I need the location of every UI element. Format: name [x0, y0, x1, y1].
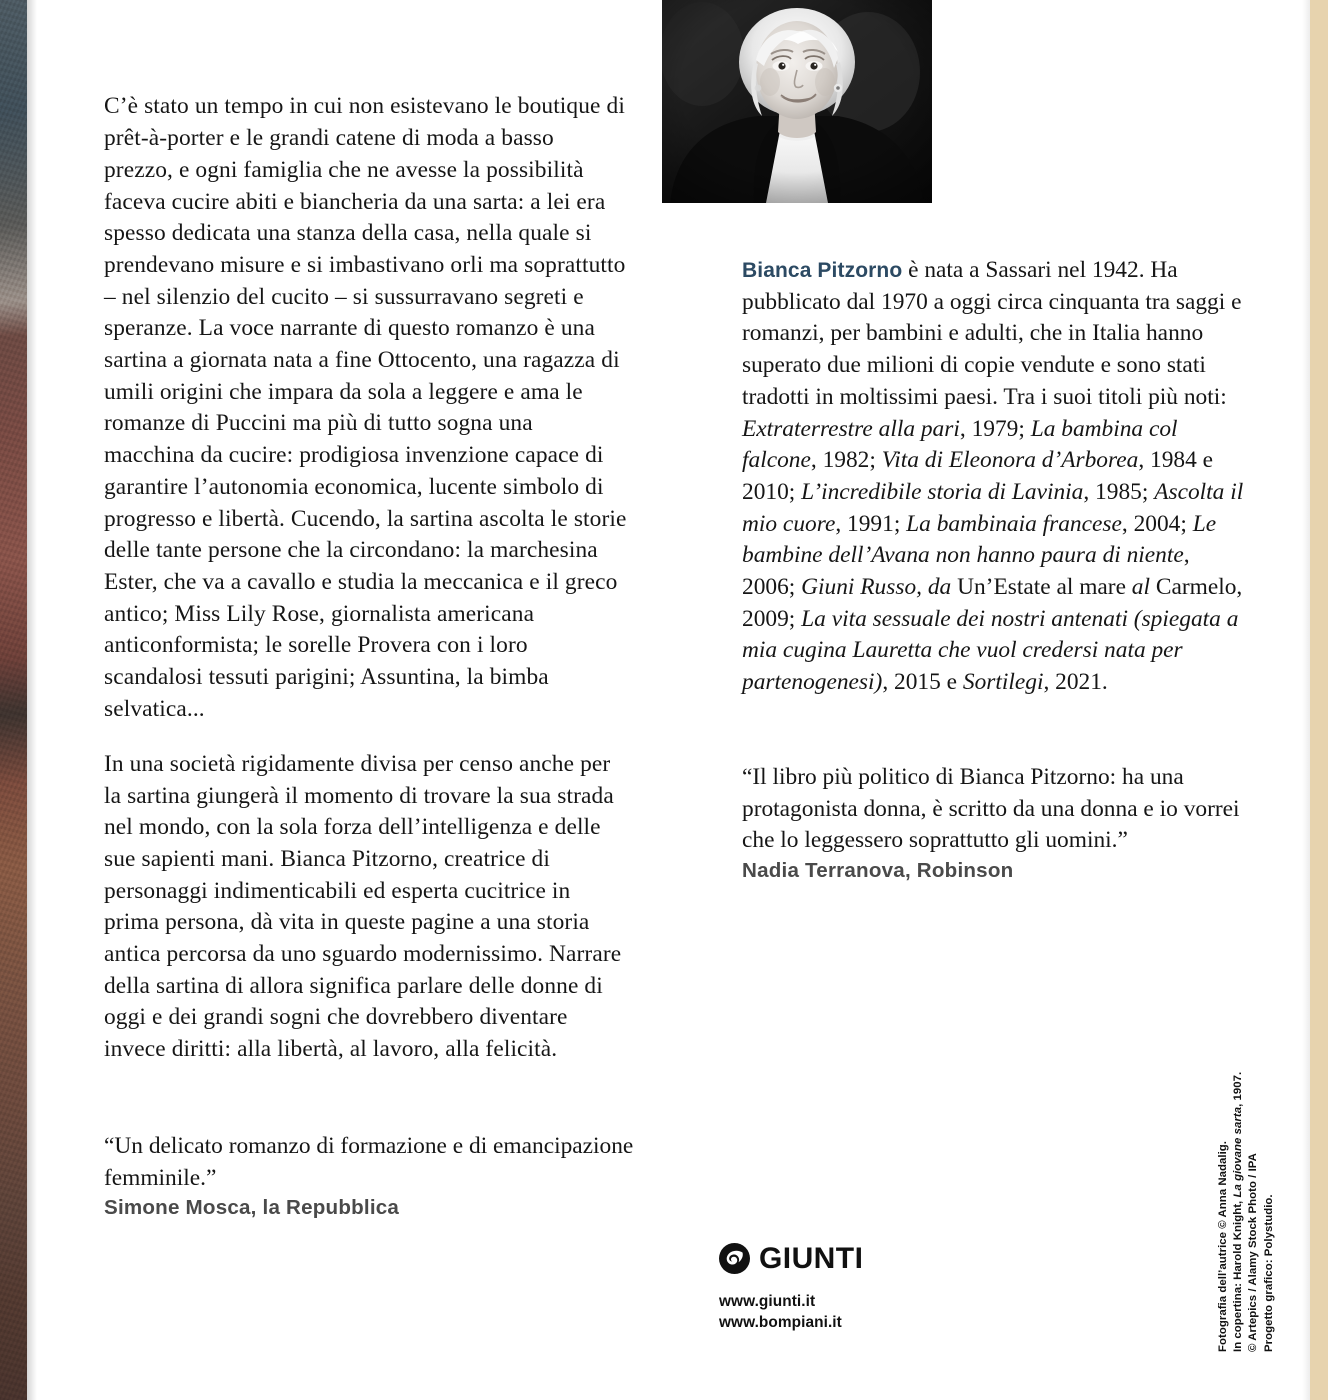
- website-giunti[interactable]: www.giunti.it: [719, 1293, 816, 1310]
- image-credits: [1216, 1071, 1282, 1360]
- credit-line-cover: [1231, 1071, 1246, 1352]
- biblio-sep-1: ,: [810, 447, 823, 474]
- credit-cover-pre: In copertina: Harold Knight,: [1232, 1197, 1245, 1352]
- credit-line-photo: Fotografia dell’autrice © Anna Nadalig.: [1217, 1140, 1229, 1352]
- biblio-giuni-roman-1: Un’Estate al mare: [951, 574, 1132, 601]
- biblio-year-1: 1982;: [822, 447, 882, 474]
- biblio-sep-3: ,: [1083, 478, 1096, 505]
- author-bio: [742, 255, 1247, 699]
- spine-artwork-strip: [0, 0, 27, 1400]
- flap-outer-edge: [1328, 0, 1334, 1400]
- biblio-sep-4: ,: [835, 510, 848, 537]
- biblio-year-3: 1985;: [1095, 478, 1155, 505]
- biblio-year-0: 1979;: [971, 415, 1031, 442]
- publisher-name: GIUNTI: [759, 1241, 864, 1275]
- credit-cover-artwork-title: La giovane sarta: [1232, 1106, 1245, 1198]
- biblio-title-5: La bambinaia francese: [906, 510, 1122, 537]
- credit-cover-post: , 1907.: [1232, 1071, 1245, 1107]
- biblio-vita-italic: La vita sessuale dei nostri antenati (spiegata a mia cugina Lauretta che vuol credersi nata per partenogenesi): [742, 605, 1239, 696]
- publisher-logo: [719, 1243, 1039, 1274]
- biblio-title-6: Le bambine dell’Avana non hanno paura di niente: [742, 510, 1217, 569]
- spine-shadow: [27, 0, 37, 1400]
- review-quote-right: [742, 762, 1262, 884]
- author-bio-text: [742, 255, 1247, 699]
- publisher-block: [719, 1243, 1039, 1333]
- review-quote-right-text: “Il libro più politico di Bianca Pitzorno: ha una protagonista donna, è scritto da una donna e io vorrei che lo leggessero soprattutto gli uomini.”: [742, 764, 1240, 854]
- biblio-giuni-roman-2: Carmelo, 2009;: [742, 574, 1243, 632]
- website-bompiani[interactable]: www.bompiani.it: [719, 1314, 842, 1331]
- biblio-title-2: Vita di Eleonora d’Arborea: [881, 447, 1139, 474]
- biblio-sep-6: ,: [1183, 542, 1190, 569]
- biblio-title-3: L’incredibile storia di Lavinia: [801, 478, 1084, 505]
- review-quote-right-source: Nadia Terranova, Robinson: [742, 859, 1014, 883]
- biblio-sortilegi-italic: Sortilegi: [962, 669, 1044, 696]
- back-cover-blurb: [104, 68, 628, 1089]
- biblio-year-2: 1984 e 2010;: [742, 447, 1214, 505]
- biblio-sep-0: ,: [959, 415, 972, 442]
- biblio-year-4: 1991;: [847, 510, 907, 537]
- biblio-year-6: 2006;: [742, 574, 802, 601]
- publisher-websites: [719, 1291, 1039, 1333]
- image-credits-text: [1216, 1071, 1277, 1352]
- blurb-paragraph-2: In una società rigidamente divisa per censo anche per la sartina giungerà il momento di trovare la sua strada nel mondo, con la sola forza dell’intelligenza e delle sue sapienti mani. Bianca Pitzorno, creatrice di personaggi indimenticabili ed esperta cucitrice in prima persona, dà vita in queste pagine a una storia antica percorsa da uno sguardo modernissimo. Narrare della sartina di allora significa parlare delle donne di oggi e dei grandi sogni che dovrebbero diventare invece diritti: alla libertà, al lavoro, alla felicità.: [104, 750, 622, 1063]
- review-quote-left-source: Simone Mosca, la Repubblica: [104, 1196, 400, 1220]
- author-name: Bianca Pitzorno: [742, 259, 903, 282]
- biblio-vita-roman: , 2015 e: [882, 669, 963, 696]
- biblio-giuni-italic-1: Giuni Russo, da: [801, 574, 952, 601]
- review-quote-left-text: “Un delicato romanzo di formazione e di emancipazione femminile.”: [104, 1133, 634, 1191]
- biblio-year-5: 2004;: [1133, 510, 1193, 537]
- biblio-sep-2: ,: [1138, 447, 1151, 474]
- review-quote-left: [104, 1131, 644, 1221]
- author-bio-lead: è nata a Sassari nel 1942. Ha pubblicato dal 1970 a oggi circa cinquanta tra saggi e romanzi, per bambini e adulti, che in Italia hanno superato due milioni di copie vendute e sono stati tradotti in moltissimi paesi. Tra i suoi titoli più noti:: [742, 257, 1242, 410]
- biblio-giuni-italic-2: al: [1131, 574, 1150, 601]
- author-portrait-photo: [662, 0, 932, 203]
- front-flap-strip: [1310, 0, 1328, 1400]
- biblio-sep-5: ,: [1121, 510, 1134, 537]
- biblio-title-0: Extraterrestre alla pari: [742, 415, 960, 442]
- biblio-title-1: La bambina col falcone: [742, 415, 1178, 474]
- biblio-sortilegi-roman: , 2021.: [1043, 669, 1108, 696]
- giunti-spiral-logo-icon: [719, 1243, 750, 1274]
- blurb-paragraph-1: C’è stato un tempo in cui non esistevano le boutique di prêt-à-porter e le grandi catene di moda a basso prezzo, e ogni famiglia che ne avesse la possibilità faceva cucire abiti e biancheria da una sarta: a lei era spesso dedicata una stanza della casa, nella quale si prendevano misure e si imbastivano orli ma soprattutto – nel silenzio del cucito – si sussurravano segreti e speranze. La voce narrante di questo romanzo è una sartina a giornata nata a fine Ottocento, una ragazza di umili origini che impara da sola a leggere e ama le romanze di Puccini ma più di tutto sogna una macchina da cucire: prodigiosa invenzione capace di garantire l’autonomia economica, lucente simbolo di progresso e libertà. Cucendo, la sartina ascolta le storie delle tante persone che la circondano: la marchesina Ester, che va a cavallo e studia la meccanica e il greco antico; Miss Lily Rose, giornalista americana anticonformista; le sorelle Provera con i loro scandalosi tessuti parigini; Assuntina, la bimba selvatica...: [104, 93, 627, 722]
- flap-inner-shadow: [1302, 0, 1310, 1400]
- biblio-title-4: Ascolta il mio cuore: [742, 478, 1244, 537]
- credit-line-design: Progetto grafico: Polystudio.: [1262, 1194, 1275, 1352]
- credit-line-agency: © Artepics / Alamy Stock Photo / IPA: [1247, 1153, 1260, 1352]
